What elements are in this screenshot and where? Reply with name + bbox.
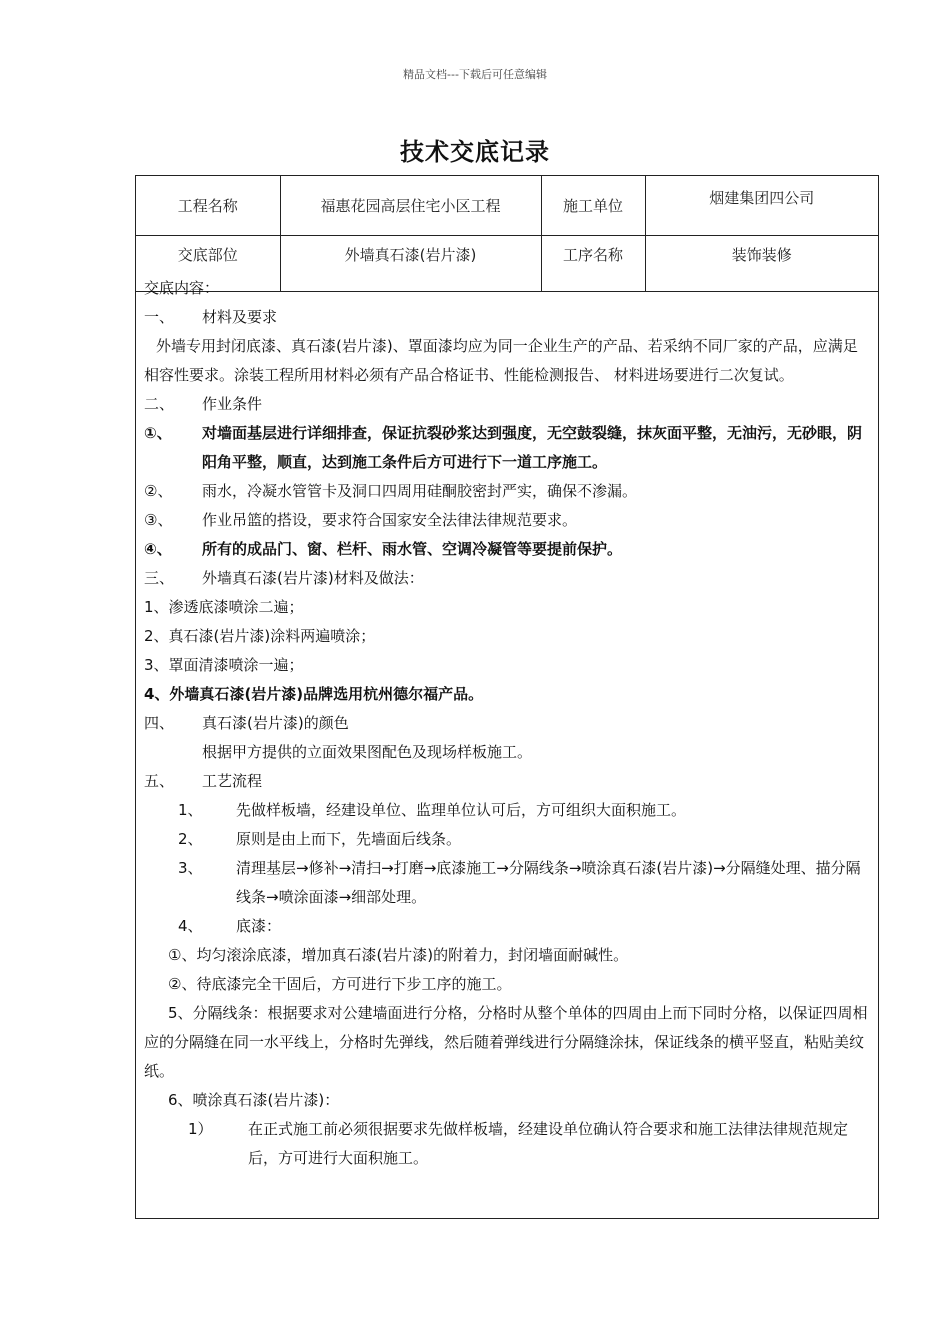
- flow-step-4: [144, 912, 872, 941]
- primer-item-1: ①、均匀滚涂底漆，增加真石漆(岩片漆)的附着力，封闭墙面耐碱性。: [168, 946, 629, 964]
- section-5-title: 工艺流程: [202, 772, 263, 790]
- condition-1-text: 对墙面基层进行详细排查，保证抗裂砂浆达到强度，无空鼓裂缝，抹灰面平整，无油污，无砂眼，阴阳角平整，顺直，达到施工条件后方可进行下一道工序施工。: [202, 424, 863, 471]
- primer-item-2: ②、待底漆完全干固后，方可进行下步工序的施工。: [168, 975, 512, 993]
- condition-4-text: 所有的成品门、窗、栏杆、雨水管、空调冷凝管等要提前保护。: [202, 540, 623, 558]
- material-item-2: 2、真石漆(岩片漆)涂料两遍喷涂；: [144, 627, 376, 645]
- section-1-number: 一、: [144, 308, 175, 326]
- flow-step-3-number: 3、: [178, 859, 203, 877]
- project-name-value: 福惠花园高层住宅小区工程: [280, 176, 541, 236]
- construction-unit-label: 施工单位: [541, 176, 645, 236]
- construction-unit-value: 烟建集团四公司: [645, 176, 878, 236]
- flow-step-6: 6、喷涂真石漆(岩片漆)：: [168, 1091, 340, 1109]
- spray-item-1: [144, 1115, 872, 1173]
- flow-step-2-text: 原则是由上而下，先墙面后线条。: [236, 830, 462, 848]
- section-5-heading: [144, 767, 872, 796]
- section-5-number: 五、: [144, 772, 175, 790]
- content-heading: 交底内容：: [144, 279, 220, 297]
- flow-step-1-number: 1、: [178, 801, 203, 819]
- condition-3-number: ③、: [144, 511, 173, 529]
- section-3-number: 三、: [144, 569, 175, 587]
- flow-step-3-text: 清理基层→修补→清扫→打磨→底漆施工→分隔线条→喷涂真石漆(岩片漆)→分隔缝处理、描分隔线条→喷涂面漆→细部处理。: [236, 859, 861, 906]
- process-label: 工序名称: [541, 236, 645, 292]
- flow-step-2-number: 2、: [178, 830, 203, 848]
- spray-item-1-text: 在正式施工前必须很据要求先做样板墙，经建设单位确认符合要求和施工法律法律规范规定后，方可进行大面积施工。: [248, 1120, 849, 1167]
- flow-step-4-number: 4、: [178, 917, 203, 935]
- condition-3: [144, 506, 872, 535]
- section-4-title: 真石漆(岩片漆)的颜色: [202, 714, 349, 732]
- spray-item-1-number: 1）: [188, 1120, 213, 1138]
- section-4-number: 四、: [144, 714, 175, 732]
- section-4-heading: [144, 709, 872, 738]
- section-4-text: 根据甲方提供的立面效果图配色及现场样板施工。: [202, 743, 533, 761]
- condition-2-number: ②、: [144, 482, 173, 500]
- process-value: 装饰装修: [645, 236, 878, 292]
- material-item-1: 1、渗透底漆喷涂二遍；: [144, 598, 304, 616]
- section-2-number: 二、: [144, 395, 175, 413]
- section-1-heading: [144, 303, 872, 332]
- part-value: 外墙真石漆(岩片漆): [280, 236, 541, 292]
- flow-step-1-text: 先做样板墙，经建设单位、监理单位认可后，方可组织大面积施工。: [236, 801, 687, 819]
- flow-step-5: 5、分隔线条：根据要求对公建墙面进行分格，分格时从整个单体的四周由上而下同时分格，以保证四周相应的分隔缝在同一水平线上，分格时先弹线，然后随着弹线进行分隔缝涂抹，保证线条的横平竖直，粘贴美纹纸。: [144, 1004, 868, 1080]
- section-2-title: 作业条件: [202, 395, 263, 413]
- condition-3-text: 作业吊篮的搭设，要求符合国家安全法律法律规范要求。: [202, 511, 578, 529]
- condition-2: [144, 477, 872, 506]
- project-name-label: 工程名称: [136, 176, 280, 236]
- document-title: 技术交底记录: [400, 138, 550, 166]
- condition-4: [144, 535, 872, 564]
- flow-step-1: [144, 796, 872, 825]
- section-3-heading: [144, 564, 872, 593]
- condition-2-text: 雨水，冷凝水管管卡及洞口四周用硅酮胶密封严实，确保不渗漏。: [202, 482, 638, 500]
- content-body: [144, 274, 872, 1173]
- material-item-4: 4、外墙真石漆(岩片漆)品牌选用杭州德尔福产品。: [144, 685, 484, 703]
- material-item-3: 3、罩面清漆喷涂一遍；: [144, 656, 304, 674]
- part-label: 交底部位: [136, 236, 280, 292]
- section-3-title: 外墙真石漆(岩片漆)材料及做法：: [202, 569, 424, 587]
- flow-step-4-text: 底漆：: [236, 917, 282, 935]
- watermark-text: 精品文档---下载后可任意编辑: [403, 68, 547, 81]
- condition-1-number: ①、: [144, 424, 172, 442]
- flow-step-2: [144, 825, 872, 854]
- section-1-paragraph: 外墙专用封闭底漆、真石漆(岩片漆)、罩面漆均应为同一企业生产的产品、若采纳不同厂家的产品，应满足相容性要求。涂装工程所用材料必须有产品合格证书、性能检测报告、 材料进场要进行二次复试。: [144, 337, 858, 384]
- record-form: [135, 175, 879, 1219]
- condition-1: [144, 419, 872, 477]
- flow-step-3: [144, 854, 872, 912]
- section-2-heading: [144, 390, 872, 419]
- condition-4-number: ④、: [144, 540, 172, 558]
- section-1-title: 材料及要求: [202, 308, 278, 326]
- header-row-1: [136, 176, 878, 236]
